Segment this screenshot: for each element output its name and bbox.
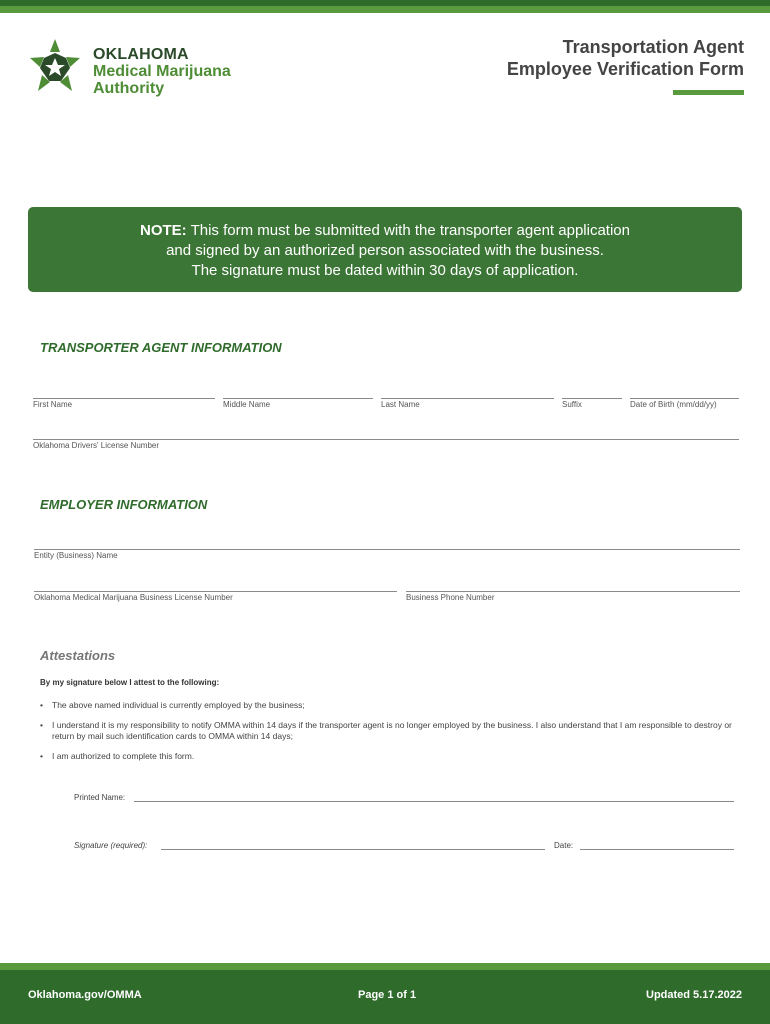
dob-label: Date of Birth (mm/dd/yy) [630,400,717,409]
form-title [507,36,744,80]
footer-website-link[interactable]: Oklahoma.gov/OMMA [28,989,142,1001]
attestation-item: • The above named individual is currently employed by the business; [40,700,740,711]
date-input[interactable] [580,849,734,850]
business-phone-field[interactable] [406,591,740,602]
last-name-field[interactable] [381,398,554,409]
logo-line-oklahoma: OKLAHOMA [93,46,189,63]
footer-page-number: Page 1 of 1 [358,989,417,1001]
date-label: Date: [554,841,574,850]
attestations-title: Attestations [40,648,116,663]
attestation-item: • I understand it is my responsibility to notify OMMA within 14 days if the transporter agent is no longer employed by the business. I also understand that I am responsible to destroy or return by mail such identification cards to OMMA within 14 days; [40,720,740,742]
business-license-label: Oklahoma Medical Marijuana Business License Number [34,593,233,602]
last-name-label: Last Name [381,400,420,409]
dob-field[interactable] [630,398,739,409]
first-name-label: First Name [33,400,73,409]
form-title-line2: Employee Verification Form [506,59,744,79]
omma-star-logo-icon [24,36,86,98]
signature-label: Signature (required): [74,841,148,850]
note-line2: and signed by an authorized person associated with the business. [166,242,604,259]
agent-section-title: TRANSPORTER AGENT INFORMATION [40,340,282,355]
logo-line-authority: Authority [93,80,165,97]
logo-wordmark [93,46,231,97]
attestation-item: • I am authorized to complete this form. [40,751,740,762]
note-prefix: NOTE: [140,222,187,239]
signature-input[interactable] [161,849,545,850]
drivers-license-field[interactable] [33,439,739,450]
footer-updated-date: Updated 5.17.2022 [646,989,742,1001]
first-name-field[interactable] [33,398,215,409]
printed-name-input[interactable] [134,801,734,802]
footer-bar [0,963,770,1024]
logo-line-medical-marijuana: Medical Marijuana [93,63,231,80]
employer-section-title: EMPLOYER INFORMATION [40,497,208,512]
note-banner [28,207,742,292]
title-underline [673,90,744,95]
note-line3: The signature must be dated within 30 days of application. [191,262,579,279]
form-title-line1: Transportation Agent [562,37,744,57]
suffix-field[interactable] [562,398,622,409]
drivers-license-label: Oklahoma Drivers' License Number [33,441,160,450]
attestations-intro: By my signature below I attest to the following: [40,678,220,687]
suffix-label: Suffix [562,400,582,409]
middle-name-field[interactable] [223,398,373,409]
note-line1: This form must be submitted with the transporter agent application [190,222,630,239]
middle-name-label: Middle Name [223,400,271,409]
attestations-list [40,700,740,771]
entity-name-field[interactable] [34,549,740,560]
entity-name-label: Entity (Business) Name [34,551,118,560]
business-license-field[interactable] [34,591,397,602]
business-phone-label: Business Phone Number [406,593,495,602]
top-accent-bar [0,0,770,13]
printed-name-label: Printed Name: [74,793,126,802]
